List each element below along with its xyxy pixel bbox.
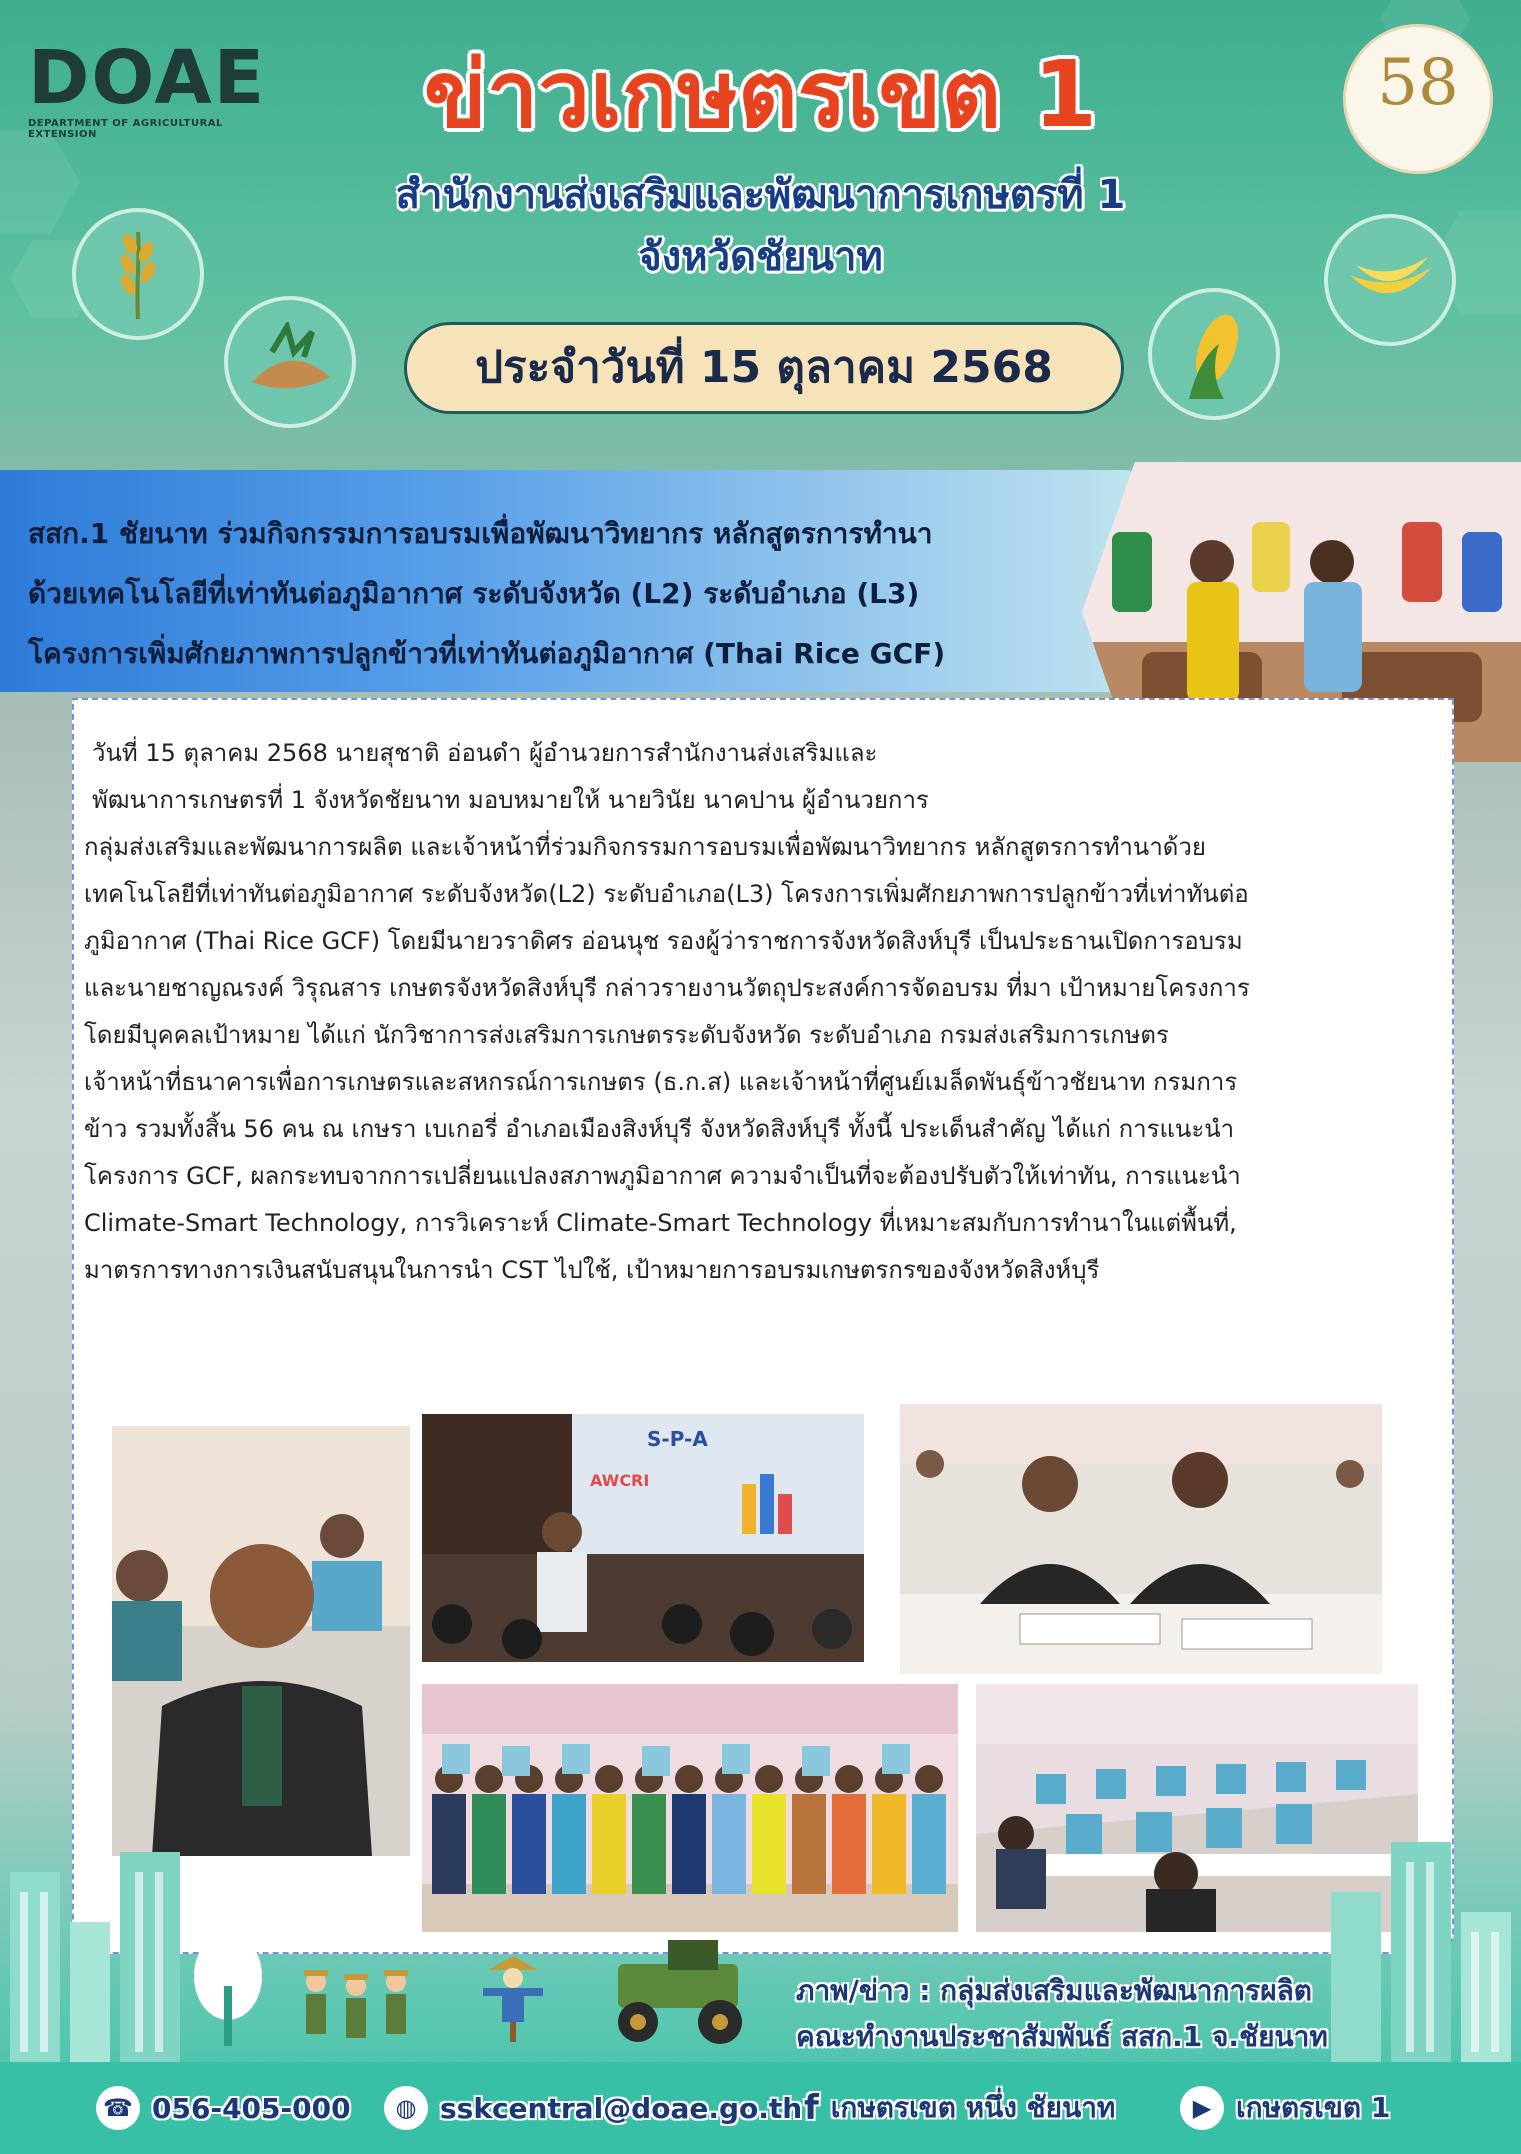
tractor-illustration — [598, 1934, 768, 2046]
youtube-channel-name: เกษตรเขต 1 — [1236, 2091, 1391, 2124]
article-line: กลุ่มส่งเสริมและพัฒนาการผลิต และเจ้าหน้าที่ร่วมกิจกรรมการอบรมเพื่อพัฒนาวิทยากร หลักสูตรการทำนาด้วย — [84, 833, 1206, 861]
article-line: มาตรการทางการเงินสนับสนุนในการนำ CST ไปใช้, เป้าหมายการอบรมเกษตรกรของจังหวัดสิงห์บุรี — [84, 1256, 1100, 1284]
issue-date: ประจำวันที่ 15 ตุลาคม 2568 — [404, 322, 1124, 414]
footer-phone[interactable] — [96, 2084, 351, 2132]
article-line: โดยมีบุคคลเป้าหมาย ได้แก่ นักวิชาการส่งเสริมการเกษตรระดับจังหวัด ระดับอำเภอ กรมส่งเสริมการเกษตร — [84, 1021, 1169, 1049]
province-name: จังหวัดชัยนาท — [638, 234, 883, 280]
slide-title: S-P-A — [647, 1427, 708, 1451]
article-line: ภูมิอากาศ (Thai Rice GCF) โดยมีนายวราดิศร อ่อนนุช รองผู้ว่าราชการจังหวัดสิงห์บุรี เป็นประธานเปิดการอบรม — [84, 927, 1243, 955]
logo-mark: DOAE — [28, 35, 267, 121]
slide-label: AWCRI — [590, 1471, 650, 1490]
photo-officer-portrait — [112, 1426, 410, 1856]
phone-number: 056-405-000 — [152, 2091, 351, 2125]
photo-officials-seated — [900, 1404, 1382, 1674]
email-address: sskcentral@doae.go.th — [440, 2091, 803, 2125]
article-line: พัฒนาการเกษตรที่ 1 จังหวัดชัยนาท มอบหมายให้ นายวินัย นาคปาน ผู้อำนวยการ — [92, 786, 929, 814]
skyline-right-decoration — [1311, 1832, 1521, 2062]
footer-email[interactable] — [384, 2084, 802, 2132]
photo-group — [422, 1684, 958, 1932]
article-line: เทคโนโลยีที่เท่าทันต่อภูมิอากาศ ระดับจังหวัด(L2) ระดับอำเภอ(L3) โครงการเพิ่มศักยภาพการปลูกข้าวที่เท่าทันต่อ — [84, 880, 1249, 908]
article-line: วันที่ 15 ตุลาคม 2568 นายสุชาติ อ่อนดำ ผู้อำนวยการสำนักงานส่งเสริมและ — [92, 739, 878, 767]
cassava-icon — [224, 296, 356, 428]
youtube-icon: ▶ — [1180, 2086, 1224, 2130]
credit-line: ภาพ/ข่าว : กลุ่มส่งเสริมและพัฒนาการผลิต — [796, 1974, 1312, 2007]
rice-icon — [72, 208, 204, 340]
banana-icon — [1324, 214, 1456, 346]
article-line: ข้าว รวมทั้งสิ้น 56 คน ณ เกษรา เบเกอรี่ อำเภอเมืองสิงห์บุรี จังหวัดสิงห์บุรี ทั้งนี้ ประเด็นสำคัญ ได้แก่ การแนะนำ — [84, 1115, 1235, 1143]
globe-icon: ◍ — [384, 2086, 428, 2130]
tree-illustration — [186, 1926, 270, 2046]
skyline-left-decoration — [0, 1832, 210, 2062]
farmers-illustration — [296, 1962, 416, 2042]
scarecrow-illustration — [478, 1952, 548, 2042]
article-body — [84, 730, 1452, 1294]
article-line: เจ้าหน้าที่ธนาคารเพื่อการเกษตรและสหกรณ์การเกษตร (ธ.ก.ส) และเจ้าหน้าที่ศูนย์เมล็ดพันธุ์ข้าวชัยนาท กรมการ — [84, 1068, 1238, 1096]
office-name: สำนักงานส่งเสริมและพัฒนาการเกษตรที่ 1 — [395, 172, 1126, 218]
footer-facebook[interactable] — [804, 2084, 1115, 2132]
footer-youtube[interactable] — [1180, 2084, 1390, 2132]
headline-banner — [0, 470, 1150, 692]
headline-line: สสก.1 ชัยนาท ร่วมกิจกรรมการอบรมเพื่อพัฒนาวิทยากร หลักสูตรการทำนา — [28, 517, 933, 550]
photo-news-credit — [796, 1968, 1328, 2060]
logo-subtitle: DEPARTMENT OF AGRICULTURAL EXTENSION — [28, 118, 223, 140]
phone-icon: ☎ — [96, 2086, 140, 2130]
article-line: และนายชาญณรงค์ วิรุณสาร เกษตรจังหวัดสิงห์บุรี กล่าวรายงานวัตถุประสงค์การจัดอบรม ที่มา เป้าหมายโครงการ — [84, 974, 1250, 1002]
article-line: โครงการ GCF, ผลกระทบจากการเปลี่ยนแปลงสภาพภูมิอากาศ ความจำเป็นที่จะต้องปรับตัวให้เท่าทัน, การแนะนำ — [84, 1162, 1241, 1190]
badge-number: 58 — [1377, 46, 1459, 120]
photo-speaker-presentation — [422, 1414, 864, 1662]
headline-line: ด้วยเทคโนโลยีที่เท่าทันต่อภูมิอากาศ ระดับจังหวัด (L2) ระดับอำเภอ (L3) — [28, 577, 920, 610]
corn-icon — [1148, 288, 1280, 420]
headline-line: โครงการเพิ่มศักยภาพการปลูกข้าวที่เท่าทันต่อภูมิอากาศ (Thai Rice GCF) — [28, 637, 946, 670]
facebook-page-name: เกษตรเขต หนึ่ง ชัยนาท — [830, 2091, 1116, 2124]
credit-line: คณะทำงานประชาสัมพันธ์ สสก.1 จ.ชัยนาท — [796, 2020, 1328, 2053]
newsletter-title: ข่าวเกษตรเขต 1 — [423, 41, 1098, 148]
facebook-icon: f — [804, 2088, 819, 2128]
article-line: Climate-Smart Technology, การวิเคราะห์ Climate-Smart Technology ที่เหมาะสมกับการทำนาในแต่พื้นที่, — [84, 1209, 1237, 1237]
